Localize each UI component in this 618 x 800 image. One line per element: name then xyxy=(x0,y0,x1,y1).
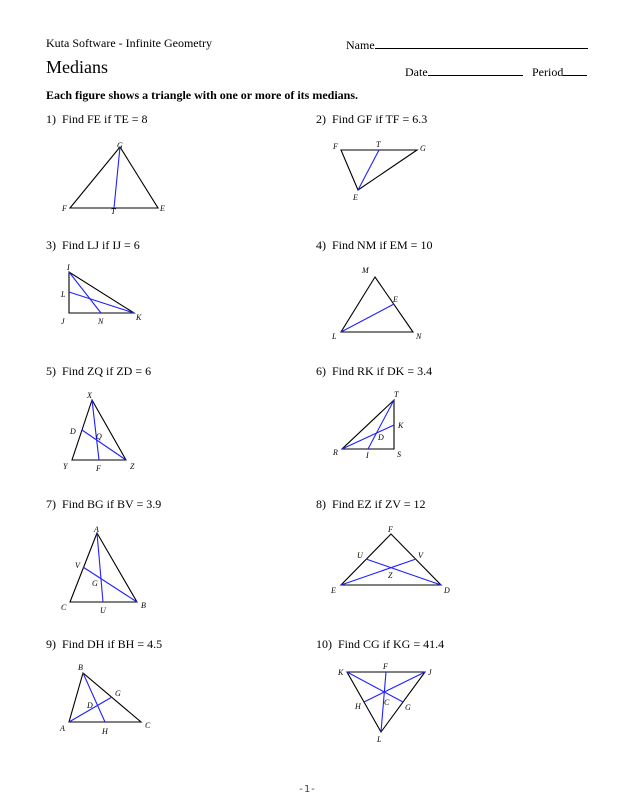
vertex-label: K xyxy=(398,421,404,430)
vertex-label: D xyxy=(444,586,450,595)
vertex-label: K xyxy=(338,668,344,677)
problem-text: Find CG if KG = 41.4 xyxy=(338,637,445,651)
vertex-label: B xyxy=(141,601,146,610)
vertex-label: E xyxy=(393,295,398,304)
vertex-label: F xyxy=(62,204,67,213)
vertex-label: G xyxy=(117,141,123,150)
problem-text: Find DH if BH = 4.5 xyxy=(62,637,163,651)
vertex-label: F xyxy=(96,464,101,473)
vertex-label: J xyxy=(428,668,432,677)
vertex-label: K xyxy=(136,313,142,322)
problem-number: 4) xyxy=(316,238,326,252)
problem-number: 6) xyxy=(316,364,326,378)
problem-number: 3) xyxy=(46,238,56,252)
problem-text: Find NM if EM = 10 xyxy=(332,238,433,252)
vertex-label: F xyxy=(388,525,393,534)
problem-text: Find BG if BV = 3.9 xyxy=(62,497,162,511)
vertex-label: G xyxy=(405,703,411,712)
vertex-label: G xyxy=(420,144,426,153)
date-label: Date xyxy=(405,65,428,79)
page-title: Medians xyxy=(46,57,108,77)
vertex-label: S xyxy=(397,450,401,459)
vertex-label: L xyxy=(332,332,337,341)
vertex-label: M xyxy=(362,266,369,275)
vertex-label: H xyxy=(355,702,361,711)
vertex-label: G xyxy=(92,579,98,588)
problem-text: Find EZ if ZV = 12 xyxy=(332,497,426,511)
vertex-label: T xyxy=(111,207,116,216)
vertex-label: I xyxy=(67,263,70,272)
problem-number: 10) xyxy=(316,637,332,651)
instructions: Each figure shows a triangle with one or more of its medians. xyxy=(46,88,358,102)
vertex-label: V xyxy=(75,561,80,570)
vertex-label: V xyxy=(418,551,423,560)
vertex-label: L xyxy=(61,290,66,299)
vertex-label: R xyxy=(333,448,338,457)
vertex-label: T xyxy=(376,140,381,149)
problem-text: Find ZQ if ZD = 6 xyxy=(62,364,152,378)
name-label: Name xyxy=(346,38,375,52)
problem-number: 1) xyxy=(46,112,56,126)
software-name: Kuta Software - Infinite Geometry xyxy=(46,36,212,50)
problem-text: Find FE if TE = 8 xyxy=(62,112,148,126)
vertex-label: L xyxy=(377,735,382,744)
vertex-label: E xyxy=(353,193,358,202)
vertex-label: F xyxy=(383,662,388,671)
vertex-label: E xyxy=(160,204,165,213)
vertex-label: N xyxy=(98,317,104,326)
page-number: -1- xyxy=(298,784,317,795)
vertex-label: A xyxy=(94,525,99,534)
vertex-label: H xyxy=(102,727,108,736)
vertex-label: X xyxy=(87,391,92,400)
vertex-label: T xyxy=(394,390,399,399)
vertex-label: I xyxy=(366,451,369,460)
vertex-label: B xyxy=(78,663,83,672)
problem-number: 9) xyxy=(46,637,56,651)
vertex-label: Z xyxy=(388,571,393,580)
vertex-label: U xyxy=(357,551,363,560)
problem-text: Find RK if DK = 3.4 xyxy=(332,364,433,378)
problem-text: Find GF if TF = 6.3 xyxy=(332,112,428,126)
vertex-label: N xyxy=(416,332,422,341)
vertex-label: D xyxy=(70,427,76,436)
vertex-label: F xyxy=(333,142,338,151)
vertex-label: E xyxy=(331,586,336,595)
vertex-label: D xyxy=(378,433,384,442)
vertex-label: C xyxy=(384,698,390,707)
vertex-label: Z xyxy=(130,462,135,471)
vertex-label: J xyxy=(61,317,65,326)
period-label: Period xyxy=(532,65,564,79)
problem-number: 8) xyxy=(316,497,326,511)
problem-number: 5) xyxy=(46,364,56,378)
vertex-label: D xyxy=(87,701,93,710)
problem-number: 7) xyxy=(46,497,56,511)
vertex-label: C xyxy=(145,721,151,730)
vertex-label: A xyxy=(60,724,65,733)
vertex-label: C xyxy=(61,603,67,612)
vertex-label: U xyxy=(100,606,106,615)
vertex-label: G xyxy=(115,689,121,698)
vertex-label: Y xyxy=(63,462,68,471)
problem-text: Find LJ if IJ = 6 xyxy=(62,238,140,252)
problem-number: 2) xyxy=(316,112,326,126)
vertex-label: Q xyxy=(96,432,102,441)
